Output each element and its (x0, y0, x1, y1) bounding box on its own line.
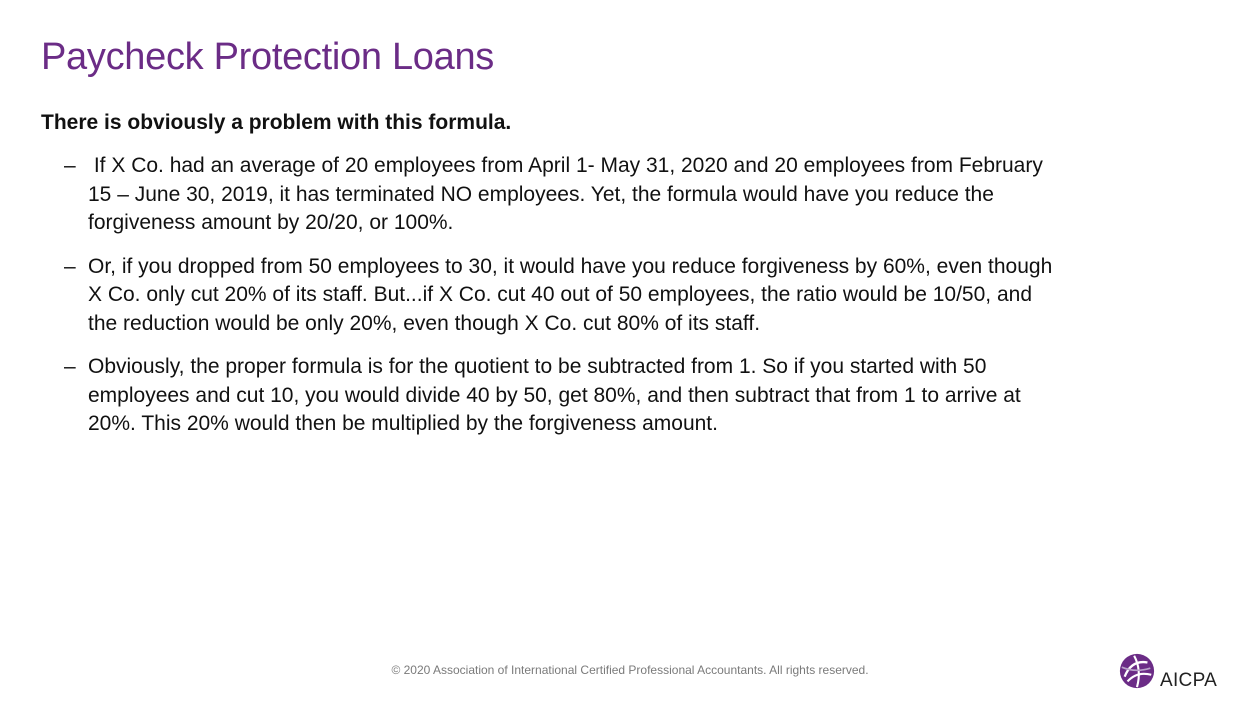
dash-bullet-icon: – (64, 154, 76, 177)
bullet-text: Or, if you dropped from 50 employees to 30, it would have you reduce forgiveness by 60%, even though X Co. only cut 20% of its staff. But...if X Co. cut 40 out of 50 employees, the ratio would be 10/50, and the reduction would be only 20%, even though X Co. cut 80% of its staff. (88, 254, 1053, 335)
brand-name: AICPA (1160, 670, 1218, 691)
bullet-list (64, 152, 1054, 454)
bullet-item-2 (64, 253, 1054, 339)
bullet-text: If X Co. had an average of 20 employees from April 1- May 31, 2020 and 20 employees from February 15 – June 30, 2019, it has terminated NO employees. Yet, the formula would have you reduce the forgiveness amount by 20/20, or 100%. (88, 154, 1049, 234)
slide-title: Paycheck Protection Loans (41, 36, 494, 78)
dash-bullet-icon: – (64, 355, 76, 378)
bullet-item-3 (64, 353, 1054, 439)
bullet-text: Obviously, the proper formula is for the quotient to be subtracted from 1. So if you started with 50 employees and cut 10, you would divide 40 by 50, get 80%, and then subtract that from 1 to arrive at 20%. This 20% would then be multiplied by the forgiveness amount. (88, 355, 1021, 435)
lead-statement: There is obviously a problem with this formula. (41, 111, 512, 134)
dash-bullet-icon: – (64, 254, 76, 278)
bullet-item-1 (64, 152, 1054, 238)
copyright-footer: © 2020 Association of International Certified Professional Accountants. All rights reserved. (391, 663, 869, 677)
aicpa-logo (1118, 652, 1224, 694)
aicpa-globe-icon (1118, 652, 1156, 690)
